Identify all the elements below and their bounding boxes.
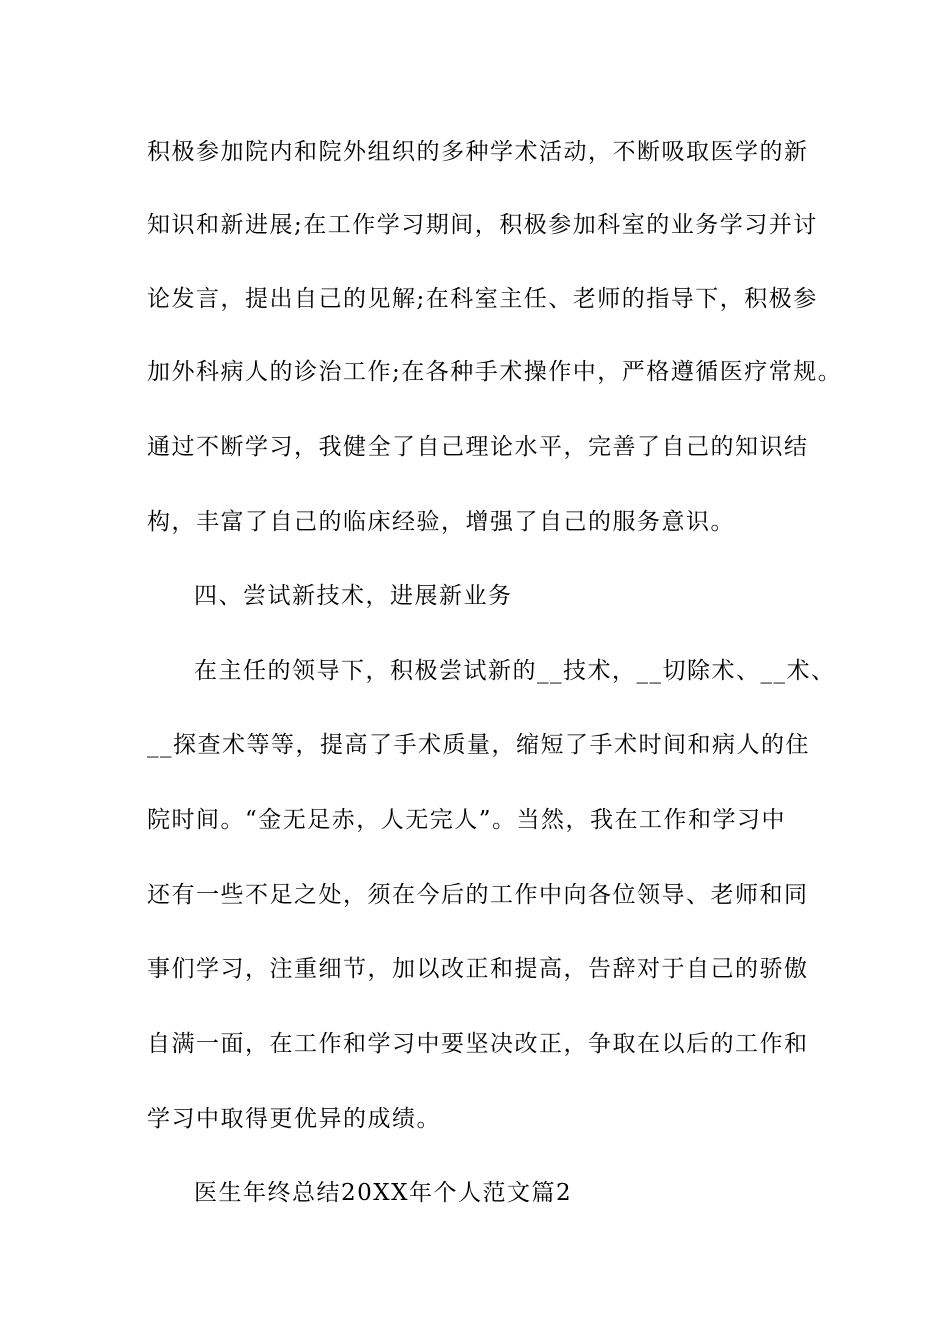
paragraph-line-13: 学习中取得更优异的成绩。	[147, 1106, 441, 1132]
paragraph-line-12: 自满一面，在工作和学习中要坚决改正，争取在以后的工作和	[147, 1031, 809, 1057]
paragraph-line-2: 知识和新进展;在工作学习期间，积极参加科室的业务学习并讨	[147, 212, 818, 238]
paragraph-line-3: 论发言，提出自己的见解;在科室主任、老师的指导下，积极参	[147, 286, 818, 312]
article-title: 医生年终总结20XX年个人范文篇2	[194, 1180, 573, 1206]
paragraph-line-9: 院时间。“金无足赤，人无完人”。当然，我在工作和学习中	[147, 807, 787, 833]
paragraph-line-8: __探查术等等，提高了手术质量，缩短了手术时间和病人的住	[147, 732, 810, 758]
paragraph-line-4: 加外科病人的诊治工作;在各种手术操作中，严格遵循医疗常规。	[147, 359, 843, 385]
paragraph-line-6: 构，丰富了自己的临床经验，增强了自己的服务意识。	[147, 509, 735, 535]
paragraph-line-7: 在主任的领导下，积极尝试新的__技术，__切除术、__术、	[194, 658, 836, 684]
paragraph-line-1: 积极参加院内和院外组织的多种学术活动，不断吸取医学的新	[147, 139, 809, 165]
paragraph-line-11: 事们学习，注重细节，加以改正和提高，告辞对于自己的骄傲	[147, 956, 809, 982]
section-heading: 四、尝试新技术，进展新业务	[194, 583, 513, 609]
paragraph-line-10: 还有一些不足之处，须在今后的工作中向各位领导、老师和同	[147, 882, 809, 908]
paragraph-line-5: 通过不断学习，我健全了自己理论水平，完善了自己的知识结	[147, 434, 809, 460]
